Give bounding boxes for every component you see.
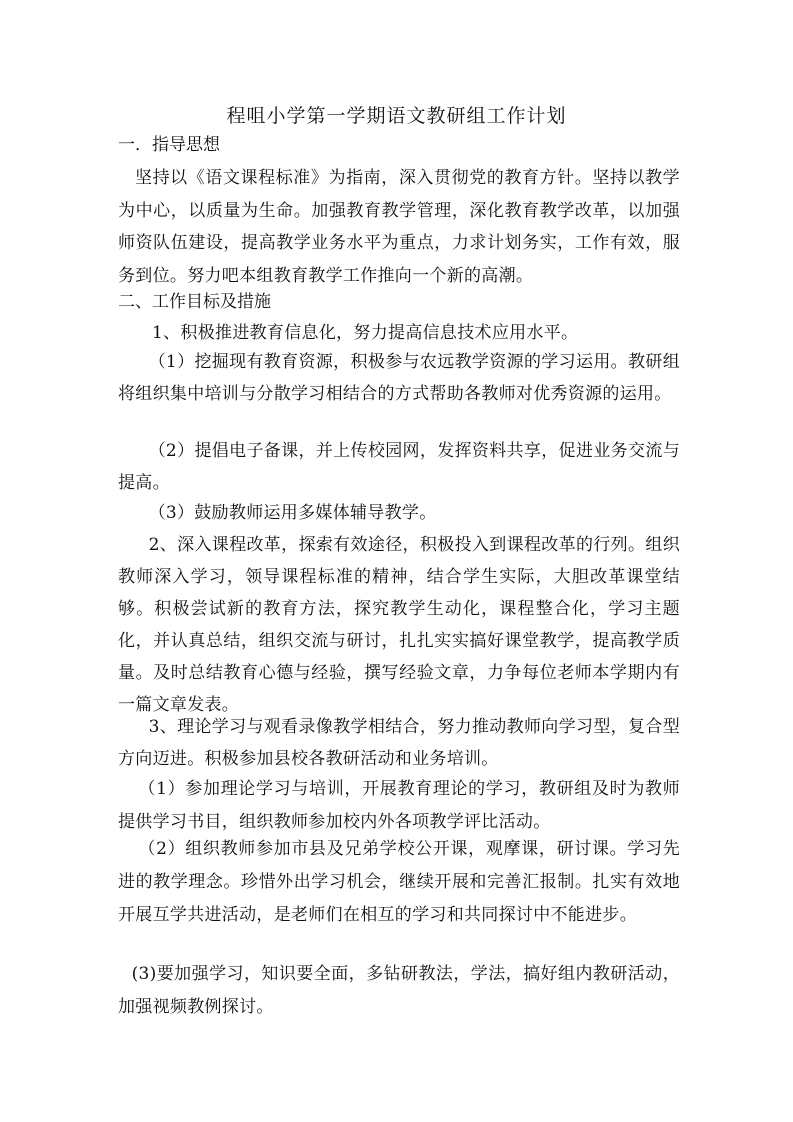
paragraph-goal-1-item-1: （1）挖掘现有教育资源，积极参与农远教学资源的学习运用。教研组将组织集中培训与分散学习相结合的方式帮助各教师对优秀资源的运用。	[118, 352, 680, 404]
paragraph-goal-3: 3、理论学习与观看录像教学相结合，努力推动教师向学习型，复合型方向迈进。积极参加县校各教研活动和业务培训。	[118, 717, 680, 769]
paragraph-goal-1: 1、积极推进教育信息化，努力提高信息技术应用水平。	[152, 323, 579, 343]
section-heading-goals-measures: 二、工作目标及措施	[118, 292, 271, 312]
document-title: 程咀小学第一学期语文教研组工作计划	[226, 105, 567, 127]
paragraph-guiding-thought: 坚持以《语文课程标准》为指南，深入贯彻党的教育方针。坚持以教学为中心，以质量为生命。加强教育教学管理，深化教育教学改革，以加强师资队伍建设，提高教学业务水平为重点，力求计划务实，工作有效，服务到位。努力吧本组教育教学工作推向一个新的高潮。	[118, 168, 680, 286]
paragraph-goal-2: 2、深入课程改革，探索有效途径，积极投入到课程改革的行列。组织教师深入学习，领导课程标准的精神，结合学生实际，大胆改革课堂结够。积极尝试新的教育方法，探究教学生动化，课程整合化，学习主题化，并认真总结，组织交流与研讨，扎扎实实搞好课堂教学，提高教学质量。及时总结教育心德与经验，撰写经验文章，力争每位老师本学期内有一篇文章发表。	[118, 535, 680, 715]
paragraph-goal-3-item-3: (3)要加强学习，知识要全面，多钻研教法，学法，搞好组内教研活动，加强视频教例探讨。	[118, 964, 680, 1017]
paragraph-goal-3-item-2: （2）组织教师参加市县及兄弟学校公开课，观摩课，研讨课。学习先进的教学理念。珍惜外出学习机会，继续开展和完善汇报制。扎实有效地开展互学共进活动，是老师们在相互的学习和共同探讨中不能进步。	[118, 839, 680, 925]
paragraph-goal-3-item-1: （1）参加理论学习与培训，开展教育理论的学习，教研组及时为教师提供学习书目，组织教师参加校内外各项教学评比活动。	[118, 779, 680, 832]
section-heading-guiding-thought: 一．指导思想	[118, 135, 220, 155]
paragraph-goal-1-item-3: （3）鼓励教师运用多媒体辅导教学。	[148, 503, 437, 523]
paragraph-goal-1-item-2: （2）提倡电子备课，并上传校园网，发挥资料共享，促进业务交流与提高。	[118, 441, 680, 493]
